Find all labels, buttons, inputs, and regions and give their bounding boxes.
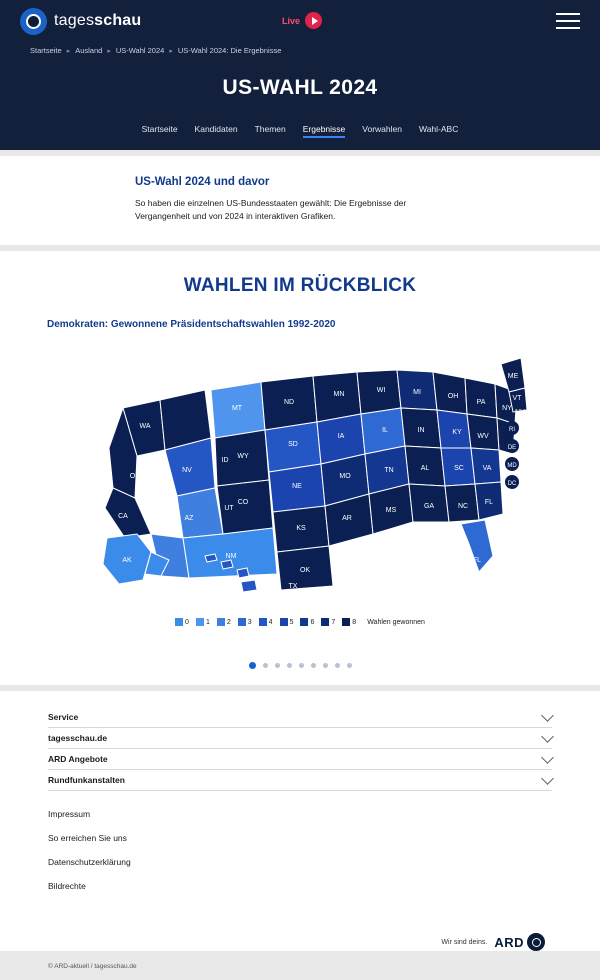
tab-themen[interactable]: Themen: [254, 124, 286, 134]
svg-text:ID: ID: [221, 457, 229, 465]
breadcrumb-item-3: US-Wahl 2024: Die Ergebnisse: [177, 46, 282, 55]
map-card-title: WAHLEN IM RÜCKBLICK: [183, 275, 417, 297]
tab-startseite[interactable]: Startseite: [141, 124, 178, 134]
accordion-ard-angebote[interactable]: [48, 749, 552, 770]
svg-text:AR: AR: [342, 515, 352, 523]
legend-item-2: 2: [217, 618, 231, 626]
svg-text:NY: NY: [502, 405, 512, 413]
accordion-rundfunkanstalten[interactable]: [48, 770, 552, 791]
ard-logo[interactable]: [494, 933, 545, 951]
svg-text:SD: SD: [288, 441, 298, 449]
svg-text:NC: NC: [457, 503, 469, 511]
site-footer: [0, 691, 600, 951]
svg-text:OK: OK: [299, 567, 311, 575]
footer-link-impressum[interactable]: Impressum: [48, 809, 91, 820]
svg-text:NH: NH: [514, 409, 526, 417]
site-header: [0, 0, 600, 42]
breadcrumb-item-2[interactable]: US-Wahl 2024: [115, 46, 165, 55]
svg-text:DC: DC: [507, 481, 517, 488]
legend-item-1: 1: [196, 618, 210, 626]
carousel-dot-7[interactable]: [323, 663, 328, 668]
legend-item-7: 7: [321, 618, 335, 626]
svg-text:MN: MN: [333, 391, 345, 399]
intro-title: US-Wahl 2024 und davor: [135, 176, 270, 188]
svg-text:OR: OR: [129, 473, 141, 481]
hamburger-menu-icon[interactable]: [556, 13, 580, 29]
svg-text:IN: IN: [417, 427, 425, 435]
carousel-dot-3[interactable]: [275, 663, 280, 668]
svg-text:WA: WA: [139, 423, 151, 431]
carousel-dot-5[interactable]: [299, 663, 304, 668]
svg-text:RI: RI: [509, 427, 515, 434]
svg-text:TX: TX: [288, 583, 298, 591]
svg-text:AL: AL: [420, 465, 430, 473]
map-chart-subtitle: Demokraten: Gewonnene Präsidentschaftswahlen 1992-2020: [47, 319, 336, 331]
chevron-down-icon: [541, 751, 554, 764]
svg-text:VT: VT: [512, 395, 522, 403]
carousel-dot-2[interactable]: [263, 663, 268, 668]
footer-link-datenschutz[interactable]: Datenschutzerklärung: [48, 857, 131, 868]
legend-item-3: 3: [238, 618, 252, 626]
svg-text:WY: WY: [237, 453, 249, 461]
logo-text: [54, 12, 141, 30]
accordion-label: ARD Angebote: [48, 754, 108, 765]
breadcrumb-separator: ▸: [66, 47, 71, 55]
play-icon[interactable]: [305, 12, 322, 29]
site-logo[interactable]: [20, 8, 141, 35]
accordion-tagesschau[interactable]: [48, 728, 552, 749]
breadcrumb-separator: ▸: [107, 47, 111, 55]
ard-circle-icon: [527, 933, 545, 951]
svg-text:MS: MS: [385, 507, 397, 515]
svg-text:MD: MD: [507, 463, 517, 470]
legend-caption: Wahlen gewonnen: [367, 618, 425, 626]
svg-text:IL: IL: [382, 427, 388, 435]
carousel-dot-1[interactable]: [249, 662, 256, 669]
svg-text:OH: OH: [447, 393, 459, 401]
accordion-label: Rundfunkanstalten: [48, 775, 125, 786]
svg-text:AK: AK: [122, 557, 132, 565]
chevron-down-icon: [541, 730, 554, 743]
breadcrumb: [0, 42, 600, 62]
tagesschau-globe-icon: [20, 8, 47, 35]
svg-text:VA: VA: [482, 465, 492, 473]
accordion-label: Service: [48, 712, 79, 723]
ard-claim: Wir sind deins.: [441, 938, 488, 946]
intro-text: So haben die einzelnen US-Bundesstaaten gewählt: Die Ergebnisse der Vergangenheit und von 2024 in interaktiven Grafiken.: [135, 198, 407, 222]
tab-wahl-abc[interactable]: Wahl-ABC: [418, 124, 459, 134]
svg-text:FL: FL: [484, 499, 494, 507]
footer-links: [48, 809, 552, 891]
live-label: Live: [282, 15, 301, 26]
svg-text:ND: ND: [283, 399, 295, 407]
svg-text:KS: KS: [296, 525, 306, 533]
page-title: US-WAHL 2024: [222, 76, 378, 99]
svg-text:UT: UT: [224, 505, 234, 513]
map-svg: [65, 338, 535, 608]
breadcrumb-item-1[interactable]: Ausland: [75, 46, 103, 55]
footer-link-bildrechte[interactable]: Bildrechte: [48, 881, 86, 892]
copyright: © ARD-aktuell / tagesschau.de: [0, 951, 600, 980]
svg-text:MO: MO: [339, 473, 351, 481]
logo-text-bold: schau: [94, 12, 142, 29]
svg-text:DE: DE: [507, 445, 517, 452]
svg-text:AZ: AZ: [184, 515, 194, 523]
map-legend: [0, 618, 600, 626]
logo-text-light: tages: [54, 12, 95, 29]
svg-text:NV: NV: [182, 467, 192, 475]
svg-text:SC: SC: [454, 465, 464, 473]
tab-vorwahlen[interactable]: Vorwahlen: [362, 124, 402, 134]
map-card: [0, 251, 600, 685]
breadcrumb-separator: ▸: [169, 47, 173, 55]
state-callouts: [505, 421, 519, 489]
accordion-label: tagesschau.de: [48, 733, 108, 744]
carousel-dot-4[interactable]: [287, 663, 292, 668]
carousel-dot-6[interactable]: [311, 663, 316, 668]
svg-text:CO: CO: [237, 499, 249, 507]
ard-wordmark: ARD: [494, 934, 524, 950]
svg-text:LA: LA: [346, 555, 356, 563]
svg-text:MT: MT: [231, 405, 243, 413]
breadcrumb-item-0[interactable]: Startseite: [30, 46, 62, 55]
tab-kandidaten[interactable]: Kandidaten: [194, 124, 238, 134]
chevron-down-icon: [541, 709, 554, 722]
svg-text:NM: NM: [225, 553, 237, 561]
legend-item-0: 0: [175, 618, 189, 626]
legend-item-8: 8: [342, 618, 356, 626]
hero-section: [0, 62, 600, 110]
svg-text:GA: GA: [423, 503, 435, 511]
svg-text:WV: WV: [477, 433, 489, 441]
svg-text:FL: FL: [472, 557, 482, 565]
svg-text:NE: NE: [292, 483, 302, 491]
svg-text:WI: WI: [376, 387, 386, 395]
us-choropleth-map[interactable]: [0, 338, 600, 616]
svg-text:ME: ME: [507, 373, 519, 381]
legend-item-5: 5: [280, 618, 294, 626]
ard-branding: [0, 933, 545, 951]
section-nav: [0, 110, 600, 150]
accordion-service[interactable]: [48, 707, 552, 728]
carousel-dot-9[interactable]: [347, 663, 352, 668]
tab-ergebnisse[interactable]: Ergebnisse: [303, 124, 346, 138]
svg-text:TN: TN: [384, 467, 394, 475]
svg-text:IA: IA: [337, 433, 345, 441]
carousel-pagination[interactable]: [0, 662, 600, 669]
footer-link-kontakt[interactable]: So erreichen Sie uns: [48, 833, 127, 844]
svg-text:PA: PA: [476, 399, 486, 407]
legend-item-6: 6: [300, 618, 314, 626]
svg-text:KY: KY: [452, 429, 462, 437]
chevron-down-icon: [541, 772, 554, 785]
live-button[interactable]: [282, 12, 322, 29]
svg-text:MI: MI: [413, 389, 421, 397]
carousel-dot-8[interactable]: [335, 663, 340, 668]
intro-card: [0, 156, 600, 245]
svg-text:CA: CA: [118, 513, 128, 521]
legend-item-4: 4: [259, 618, 273, 626]
